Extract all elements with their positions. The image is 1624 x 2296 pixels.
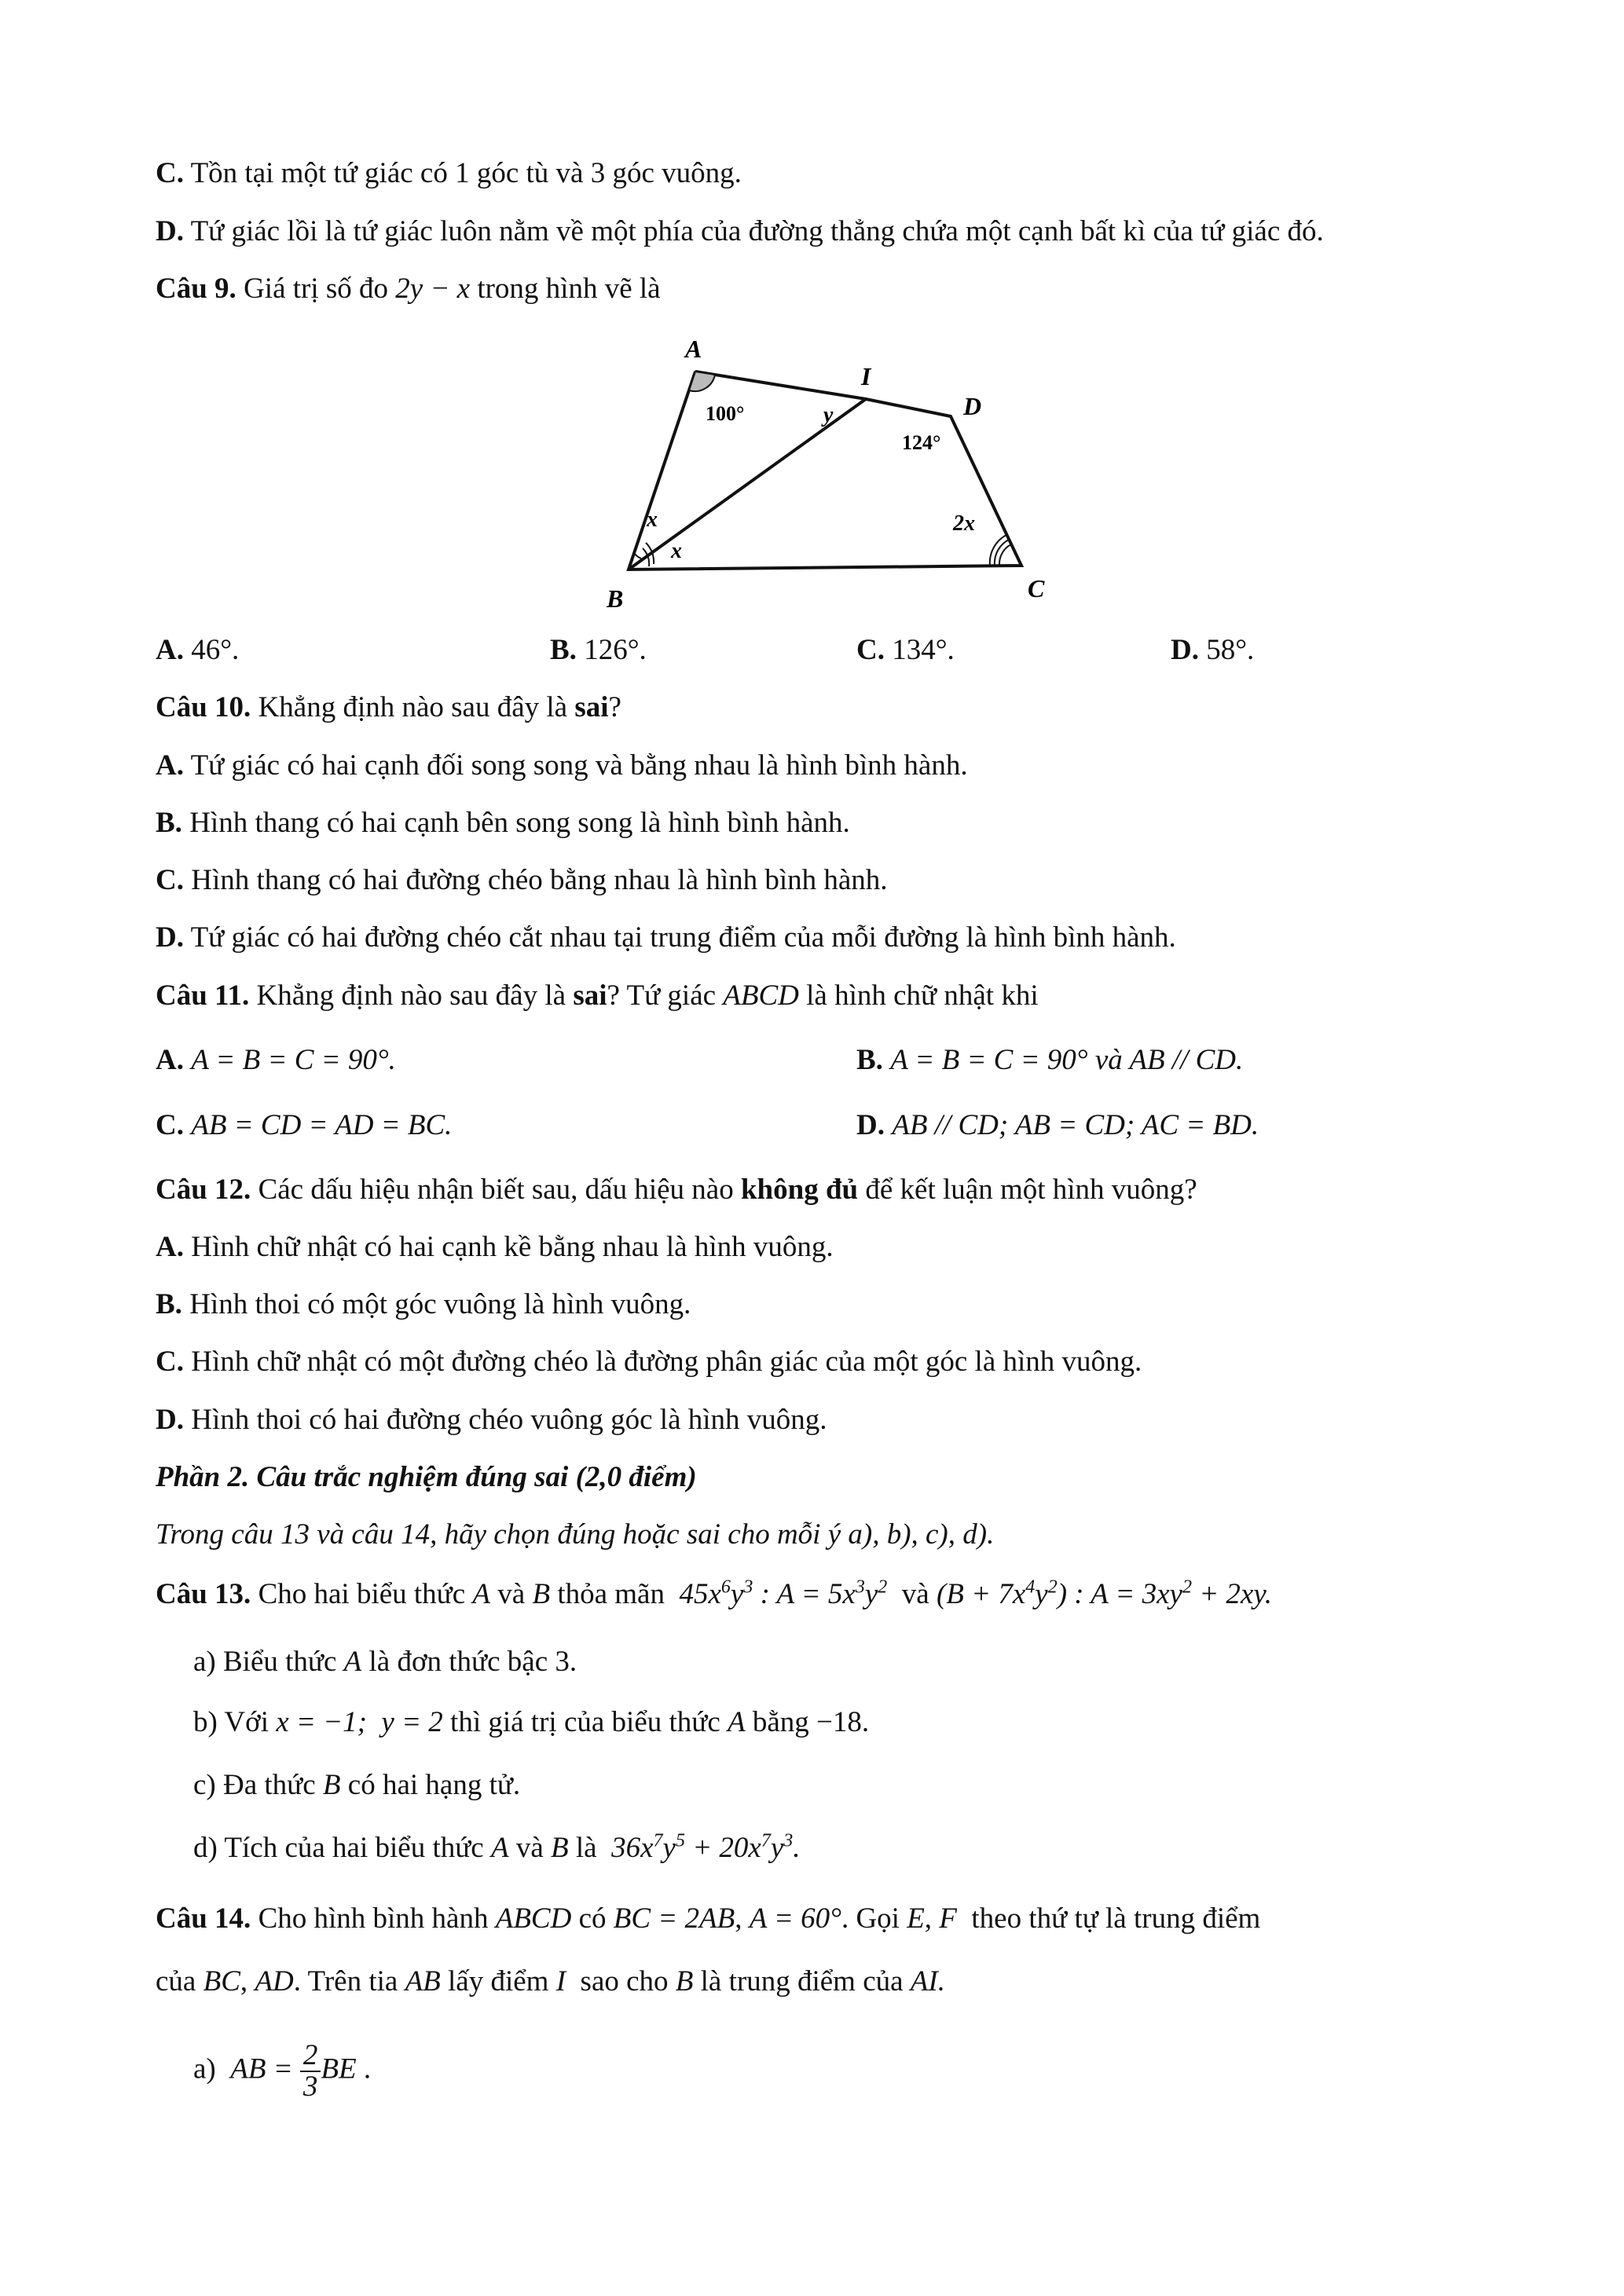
q8-option-d: D. Tứ giác lồi là tứ giác luôn nằm về một phía của đường thẳng chứa một cạnh bất kì của tứ giác đó.	[156, 215, 1324, 247]
q13-item-d: d) Tích của hai biểu thức A và B là $36x^7y^5 + 20x^7y^3$.	[193, 1830, 801, 1864]
q13-item-c: c) Đa thức B có hai hạng tử.	[193, 1769, 521, 1801]
q12-option-c: C. Hình chữ nhật có một đường chéo là đường phân giác của một góc là hình vuông.	[156, 1346, 1142, 1378]
angle-label-a: 100°	[706, 402, 745, 425]
angle-label-i: y	[823, 403, 834, 427]
q13-item-a: a) Biểu thức A là đơn thức bậc 3.	[193, 1646, 577, 1678]
q12-stem: Câu 12. Các dấu hiệu nhận biết sau, dấu hiệu nào không đủ để kết luận một hình vuông?	[156, 1174, 1197, 1206]
angle-label-c: 2x	[953, 511, 975, 536]
q9-option-a: A. 46°.	[156, 634, 240, 666]
q12-option-a: A. Hình chữ nhật có hai cạnh kề bằng nhau là hình vuông.	[156, 1231, 834, 1263]
q13-item-b: b) Với x = −1; y = 2 thì giá trị của biểu thức A bằng −18.	[193, 1706, 870, 1738]
q9-stem: Câu 9. Giá trị số đo 2y − x trong hình vẽ là	[156, 273, 661, 305]
q10-stem: Câu 10. Khẳng định nào sau đây là sai?	[156, 691, 621, 723]
q9-option-d: D. 58°.	[1171, 634, 1255, 666]
angle-label-d: 124°	[902, 431, 941, 454]
part2-title: Phần 2. Câu trắc nghiệm đúng sai (2,0 điểm)	[156, 1461, 697, 1493]
q11-stem: Câu 11. Khẳng định nào sau đây là sai? Tứ giác ABCD là hình chữ nhật khi	[156, 980, 1039, 1012]
q8-option-c: C. Tồn tại một tứ giác có 1 góc tù và 3 góc vuông.	[156, 157, 742, 189]
label-a: A	[685, 335, 702, 363]
q9-option-c: C. 134°.	[856, 634, 955, 666]
angle-label-b-lower: x	[671, 539, 682, 563]
q12-option-b: B. Hình thoi có một góc vuông là hình vuông.	[156, 1288, 691, 1320]
q12-option-d: D. Hình thoi có hai đường chéo vuông góc là hình vuông.	[156, 1404, 827, 1436]
q10-option-a: A. Tứ giác có hai cạnh đối song song và bằng nhau là hình bình hành.	[156, 749, 968, 782]
q11-option-b: B. A = B = C = 90° và AB // CD.	[856, 1044, 1244, 1076]
fraction: $\frac{2}{3}$	[300, 2041, 321, 2102]
angle-label-b-upper: x	[647, 507, 658, 532]
q10-option-b: B. Hình thang có hai cạnh bên song song là hình bình hành.	[156, 807, 850, 839]
angle-mark-c	[999, 544, 1011, 565]
q14-stem: Câu 14. Cho hình bình hành ABCD có BC = 2AB, A = 60°. Gọi E, F theo thứ tự là trung điểm	[156, 1902, 1261, 1935]
angle-mark-b	[634, 553, 641, 558]
label-i: I	[861, 362, 871, 390]
q13-stem: Câu 13. Cho hai biểu thức A và B thỏa mãn $45x^6y^3$ : $A = 5x^3y^2$ và $(B + 7x^4y^2)$ : $A = 3xy^2 + 2xy$.	[156, 1576, 1272, 1610]
q14-stem-line2: của BC, AD. Trên tia AB lấy điểm I sao cho B là trung điểm của AI.	[156, 1965, 945, 1998]
q10-option-c: C. Hình thang có hai đường chéo bằng nhau là hình bình hành.	[156, 864, 888, 896]
q9-option-b: B. 126°.	[550, 634, 647, 666]
label-d: D	[963, 392, 982, 420]
q10-option-d: D. Tứ giác có hai đường chéo cắt nhau tại trung điểm của mỗi đường là hình bình hành.	[156, 921, 1176, 954]
q11-option-d: D. AB // CD; AB = CD; AC = BD.	[856, 1109, 1259, 1141]
q11-option-c: C. AB = CD = AD = BC.	[156, 1109, 453, 1141]
q14-item-a: a) AB = $\frac{2}{3}$ BE .	[193, 2039, 372, 2103]
quad-outline	[629, 372, 1021, 569]
part2-instruction: Trong câu 13 và câu 14, hãy chọn đúng hoặc sai cho mỗi ý a), b), c), d).	[156, 1518, 995, 1551]
quadrilateral-figure	[574, 326, 1076, 624]
q11-option-a: A. A = B = C = 90°.	[156, 1044, 396, 1076]
label-c: C	[1028, 574, 1045, 602]
label-b: B	[607, 584, 624, 613]
